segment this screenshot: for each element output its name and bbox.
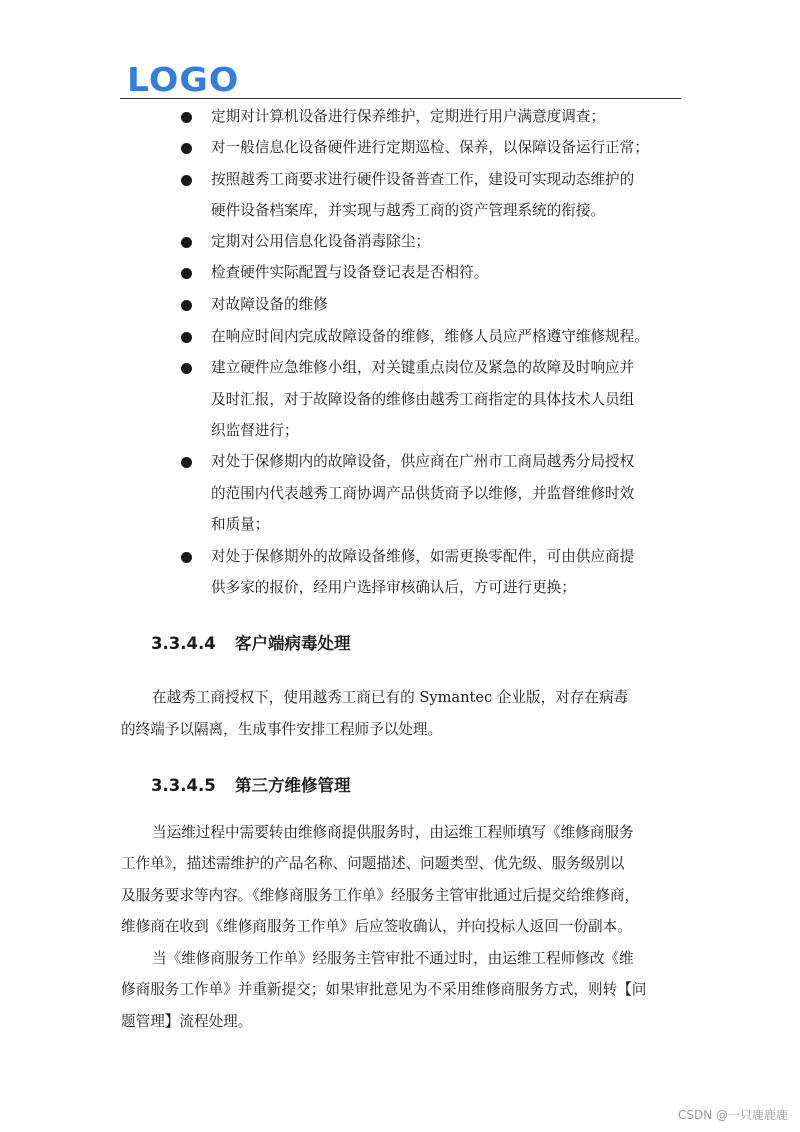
list-item-text: 对处于保修期内的故障设备，供应商在广州市工商局越秀分局授权 bbox=[211, 453, 635, 470]
logo: LOGO bbox=[127, 60, 240, 99]
paragraph-line: 及服务要求等内容。《维修商服务工作单》经服务主管审批通过后提交给维修商， bbox=[121, 887, 640, 904]
paragraph-line: 题管理】流程处理。 bbox=[121, 1013, 253, 1030]
section-title: 客户端病毒处理 bbox=[235, 634, 351, 653]
paragraph-line: 当运维过程中需要转由维修商提供服务时，由运维工程师填写《维修商服务 bbox=[152, 824, 634, 841]
list-item-text: 供多家的报价，经用户选择审核确认后，方可进行更换； bbox=[211, 579, 576, 596]
section-title: 第三方维修管理 bbox=[235, 776, 351, 795]
list-item-text: 及时汇报，对于故障设备的维修由越秀工商指定的具体技术人员组 bbox=[211, 391, 635, 408]
list-item-text: 定期对公用信息化设备消毒除尘； bbox=[211, 233, 430, 250]
paragraph-line: 在越秀工商授权下，使用越秀工商已有的 Symantec 企业版，对存在病毒 bbox=[152, 689, 629, 706]
list-item-text: 定期对计算机设备进行保养维护，定期进行用户满意度调查； bbox=[211, 108, 606, 125]
bullet-dot-icon bbox=[181, 237, 192, 248]
bullet-dot-icon bbox=[181, 363, 192, 374]
section-number: 3.3.4.4 bbox=[151, 634, 216, 653]
section-heading bbox=[151, 775, 351, 797]
list-item-text: 对一般信息化设备硬件进行定期巡检、保养，以保障设备运行正常； bbox=[211, 139, 649, 156]
paragraph-line: 的终端予以隔离，生成事件安排工程师予以处理。 bbox=[121, 721, 443, 738]
section-heading bbox=[151, 633, 351, 655]
bullet-dot-icon bbox=[181, 332, 192, 343]
paragraph-line: 维修商在收到《维修商服务工作单》后应签收确认，并向投标人返回一份副本。 bbox=[121, 918, 632, 935]
list-item-text: 在响应时间内完成故障设备的维修，维修人员应严格遵守维修规程。 bbox=[211, 328, 649, 345]
list-item-text: 对处于保修期外的故障设备维修，如需更换零配件，可由供应商提 bbox=[211, 548, 635, 565]
section-number: 3.3.4.5 bbox=[151, 776, 216, 795]
list-item-text: 硬件设备档案库，并实现与越秀工商的资产管理系统的衔接。 bbox=[211, 202, 606, 219]
list-item-text: 按照越秀工商要求进行硬件设备普查工作，建设可实现动态维护的 bbox=[211, 171, 635, 188]
paragraph-line: 修商服务工作单》并重新提交；如果审批意见为不采用维修商服务方式，则转【问 bbox=[121, 981, 647, 998]
bullet-dot-icon bbox=[181, 552, 192, 563]
list-item-text: 和质量； bbox=[211, 516, 270, 533]
watermark: CSDN @一只鹿鹿鹿 bbox=[677, 1108, 788, 1122]
paragraph-line: 当《维修商服务工作单》经服务主管审批不通过时，由运维工程师修改《维 bbox=[152, 950, 634, 967]
header-divider bbox=[120, 98, 681, 99]
bullet-dot-icon bbox=[181, 143, 192, 154]
bullet-dot-icon bbox=[181, 300, 192, 311]
list-item-text: 的范围内代表越秀工商协调产品供货商予以维修，并监督维修时效 bbox=[211, 485, 635, 502]
bullet-dot-icon bbox=[181, 457, 192, 468]
bullet-dot-icon bbox=[181, 268, 192, 279]
list-item-text: 建立硬件应急维修小组，对关键重点岗位及紧急的故障及时响应并 bbox=[211, 359, 635, 376]
bullet-dot-icon bbox=[181, 175, 192, 186]
list-item-text: 对故障设备的维修 bbox=[211, 296, 328, 313]
list-item-text: 织监督进行； bbox=[211, 422, 299, 439]
bullet-dot-icon bbox=[181, 112, 192, 123]
list-item-text: 检查硬件实际配置与设备登记表是否相符。 bbox=[211, 264, 489, 281]
paragraph-line: 工作单》，描述需维护的产品名称、问题描述、问题类型、优先级、服务级别以 bbox=[121, 855, 625, 872]
